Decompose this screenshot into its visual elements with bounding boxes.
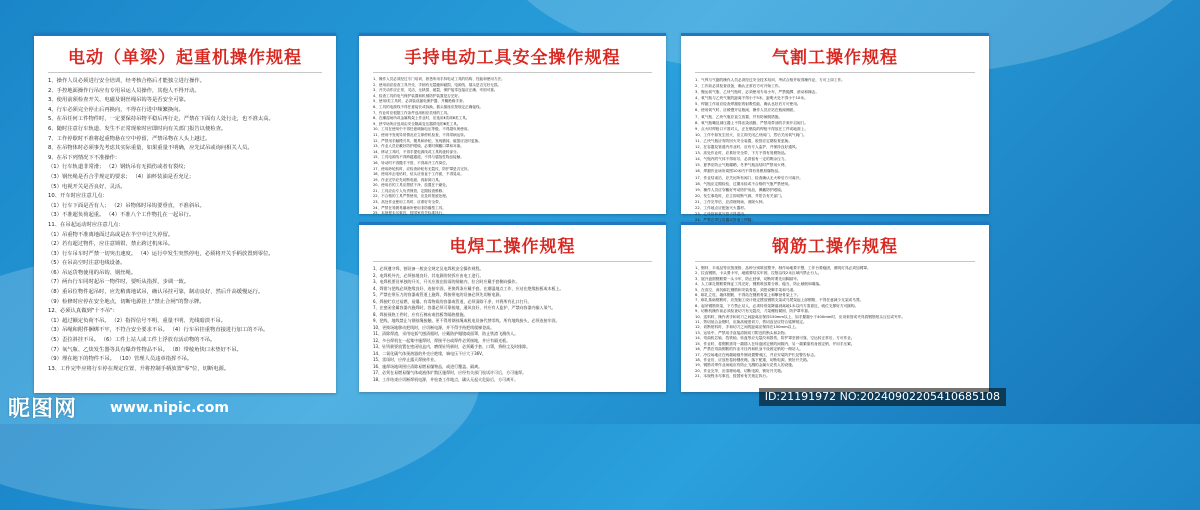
rule-item: （5）歪拉斜挂不吊。 （6）工件上站人或工件上浮放有活动物的不吊。 xyxy=(48,337,216,344)
rule-item: （9）埋在地下的物件不吊。 （10）管理人员违章指挥不吊。 xyxy=(48,356,193,363)
rule-item: 19、钢筋对焊作业场地应有防止飞溅的金属火花伤人的设施。 xyxy=(695,363,796,368)
rule-item: 8、在吊物体时必须事先考虑其实际重量，如果重量不明确，应先试吊或询问相关人员。 xyxy=(48,145,253,152)
rule-item: 6、焊接贮存过易燃、易爆、有毒物质的容器或管道，必须清除干净，并将所有孔口打开。 xyxy=(373,298,532,304)
rule-item: （7）氧气瓶、乙炔发生器等具有爆炸性物品不吊。 （8）带棱角快口未垫好不吊。 xyxy=(48,346,242,353)
rule-item: 13、钍钨极要放置在密闭铅盒内，磨削钍钨极时，必须戴手套、口罩，将粉尘及时排除。 xyxy=(373,344,531,349)
rule-item: 2、电焊机外壳，必须接地良好，其电源的装拆应由电工进行。 xyxy=(373,272,484,278)
board-welding xyxy=(359,222,666,392)
rule-item: 4、人工绑扎钢筋要保证工具完好，钢筋堆放要分散、稳当，防止倾倒和塌落。 xyxy=(695,282,823,287)
rule-item: 2、手控地面操作行吊应有专用吊运人员操作，其他人不得开动。 xyxy=(48,87,200,94)
rule-item: 13、运转中，严禁用手直接清除切刀附近的断头和杂物。 xyxy=(695,330,789,335)
rule-item: 1、操作人员必须经过专门培训，熟悉所用手持电动工具的结构、性能和使用方法。 xyxy=(373,77,505,81)
rule-item: 7、工作停歇时不准将起重物悬在空中停留，严禁吊物在人头上越过。 xyxy=(48,135,211,142)
rule-item: 7、在密闭金属容器内施焊时，容器必须可靠接地，通风良好，并应有人监护，严禁向容器内输入氧气。 xyxy=(373,305,556,310)
rule-item: 1、操作人员必须进行安全培训，经考核合格后才能独立进行操作。 xyxy=(48,78,205,84)
board-gas-cutting xyxy=(681,33,989,223)
rule-item: 5、使用Ⅰ类工具时，必须装设漏电保护器，并戴绝缘手套。 xyxy=(373,99,467,104)
rule-list xyxy=(695,77,975,235)
rule-item: 23、高处作业使用工具时，应系好安全带。 xyxy=(373,200,443,205)
rule-item: 6、使用氧气时，应缓慢开启瓶阀，操作人员应站在瓶阀侧面。 xyxy=(695,108,797,113)
rule-item: 7、作业时应根据工作条件选用相应类别的工具。 xyxy=(373,110,451,115)
rule-item: 6、工具的电源线不得任意接长或拆换，插头插座应按规定正确接线。 xyxy=(373,104,484,109)
rule-item: 12、切断短料时，手和切刀之间的距离应保持在150mm以上。 xyxy=(695,325,799,330)
rule-item: 11、乙炔气瓶应有防回火安全装置，胶管应定期检查更换。 xyxy=(695,138,792,143)
rule-item: 18、气瓶应定期检验，过期未检或不合格的气瓶严禁使用。 xyxy=(695,181,792,186)
rule-item: 5、在吊任何工件物件时，一定要保持吊物平稳后再行走，严禁在下面有人处行走，也不准太高。 xyxy=(48,116,274,123)
rule-item: （2）若有超过物件，应注意锁钳，禁止跨过机床吊。 xyxy=(48,241,174,248)
rule-item: 2、工作前必须检查设备，确认正常后方可开始工作。 xyxy=(695,84,783,89)
rule-item: （3）行车吊车时严禁一切突击速度。 （4）运行中发生突然停电，必须将开关手柄放置到零位。 xyxy=(48,250,274,257)
rule-item: 14、二氧化碳气体预热器的外壳应绝缘，端电压不应大于36V。 xyxy=(373,350,486,356)
rule-item: 12、多台焊机在一起集中施焊时，焊接平台或焊件必须接地，并应有隔光板。 xyxy=(373,337,511,343)
rule-item: 10、工作中如发生回火，应立即关闭乙炔阀门，然后关闭氧气阀门。 xyxy=(695,132,807,137)
rule-item: 18、使用冲击电钻时，钻头应垂直于工作面，不得晃动。 xyxy=(373,172,464,177)
rule-item: 24、严禁在易燃易爆场所使用非防爆型工具。 xyxy=(373,205,446,210)
rule-item: （3）钢丝绳是否合乎规定的要求； （4）油杯装油是否充足； xyxy=(48,173,195,180)
rule-item: 15、雷雨时，应停止露天焊接作业。 xyxy=(373,357,439,362)
rule-item: 3、展开盘圆钢筋要一头卡牢，防止回弹，切断时要先用脚踩牢。 xyxy=(695,276,801,281)
rule-item: 13、高处作业时，应系好安全带，下方不得有易燃物品。 xyxy=(695,151,789,156)
divider xyxy=(373,261,652,262)
rule-item: 5、焊割工作前应检查焊割炬的射吸性能，确认良好后方可使用。 xyxy=(695,102,801,107)
rule-item: 14、气瓶内的气体不得用尽，必须留有一定的剩余压力。 xyxy=(695,157,789,162)
rule-item: 9、在吊下列情况下不准操作： xyxy=(48,154,121,161)
rule-item: 12、严禁用手触摸刃具、模具和砂轮，发现磨钝、破损应及时更换。 xyxy=(373,138,482,143)
rule-item: 21、工具应由专人负责保管，定期检查维修。 xyxy=(373,188,446,193)
rule-item: 21、本规程未尽事宜，按国家有关规定执行。 xyxy=(695,374,770,379)
rule-item: 10、工具在使用中不得任意调换电压等级，不得超负荷使用。 xyxy=(373,127,472,132)
rule-item: （1）行车轨道非常滑； （2）钢轨吊有无损伤或者有裂纹； xyxy=(48,164,189,171)
rule-item: 4、行车必须完全停止后再换向，不得在行进中频繁换向。 xyxy=(48,106,184,113)
rule-item: （6）吊运货物使用的吊钩、钢丝绳。 xyxy=(48,269,137,276)
rule-item: 22、不合格的工具严禁使用，应及时报废处理。 xyxy=(373,194,450,199)
rule-item: （7）两台行车同时起吊一物件时，要听从指挥，步调一致。 xyxy=(48,279,190,286)
rule-item: 11、剪切低合金钢时，应换高硬度切刀，剪切直径应符合铭牌规定。 xyxy=(695,320,807,325)
rule-item: 5、在高空、深坑绑扎钢筋和安装骨架，须搭设脚手架和马道。 xyxy=(695,287,797,292)
rule-item: 25、本规程未尽事宜，按国家有关标准执行。 xyxy=(373,211,446,216)
rule-item: 22、工作地点应配备灭火器材。 xyxy=(695,205,748,210)
rule-item: 16、转动时不得撒手不管，不得离开工作岗位。 xyxy=(373,160,450,165)
rule-item: （1）超过额定负荷不吊。 （2）指挥信号不明、重量不明、光线暗淡不吊。 xyxy=(48,317,226,324)
rule-item: 10、开车时应注意几点： xyxy=(48,193,108,200)
site-url: www.nipic.com xyxy=(110,400,229,416)
rule-item: 14、弯曲机芯轴、挡铁轴、转盘等应无裂纹和损伤，防护罩坚固可靠，空运转正常后，方可作业。 xyxy=(695,336,855,341)
rule-item: 1、必须遵守焊、割设备一般安全规定及电焊机安全操作规程。 xyxy=(373,266,484,271)
rule-item: 8、焊接预热工件时，应有石棉布或挡板等隔热措施。 xyxy=(373,311,468,317)
rule-item: 13、工作完毕应将行车停在规定位置，升将控制手柄放置"零"位，切断电源。 xyxy=(48,365,230,372)
rule-item: 15、工具电源线不得跨越通道，不得与腐蚀性物品接触。 xyxy=(373,155,464,160)
board-power-tools xyxy=(359,33,666,214)
rule-item: 3、使用前须检查开关、电磁及钢丝绳吊钩等是否安全可靠。 xyxy=(48,97,190,104)
rule-item: 17、冷拉场地应在两端地锚外侧设置警戒区，并应安装防护栏及警告标志。 xyxy=(695,352,818,357)
divider xyxy=(373,72,652,73)
rule-item: 23、乙炔管和氧气管不得混用。 xyxy=(695,212,748,217)
rule-item: 4、焊钳与把线必须绝缘良好、连接牢固，更换焊条应戴手套。在潮湿地点工作，应站在绝缘胶板或木板上。 xyxy=(373,285,564,291)
rule-item: 18、工作结束应切断焊机电源，并检查工作地点，确认无起火危险后，方可离开。 xyxy=(373,376,519,382)
rule-item: 20、使用后的工具应擦拭干净，放置在干燥处。 xyxy=(373,183,450,188)
rule-item: 4、检查工具的电气保护装置和机械防护装置是否完好。 xyxy=(373,93,462,98)
rule-item: 3、开关动作应正常、灵活，无缺损、破裂，保护接零连接应正确、牢固可靠。 xyxy=(373,88,498,93)
rule-item: （5）电视开关是否良好，灵活。 xyxy=(48,183,126,190)
divider xyxy=(695,72,975,73)
rule-item: 3、搬运氧气瓶、乙炔气瓶时，必须使用专用小车，严禁抛掷、滚动和撞击。 xyxy=(695,90,820,95)
rule-item: 21、工作完毕后，应清理现场，消除火种。 xyxy=(695,199,767,204)
board-title: 手持电动工具安全操作规程 xyxy=(404,48,621,68)
rule-item: 18、作业后，应放松卷扬钢丝绳，落下配重，切断电源，锁好开关箱。 xyxy=(695,357,811,362)
rule-item: 1、钢材、半成品等应按规格、品种分别堆放整齐，制作场地要平整，工作台要稳固，照明灯具必须加网罩。 xyxy=(695,266,871,270)
rule-item: 10、更换场地移动把线时，应切断电源，并不得手持把线爬梯登高。 xyxy=(373,324,495,330)
rule-item: 2、拉直钢筋，卡头要卡牢，地锚要结实牢固，拉筋沿线2米区域内禁止行人。 xyxy=(695,271,822,276)
rule-item: 16、焊割作业场所周围10米内不得有易燃易爆物品。 xyxy=(695,169,782,174)
rule-item: 17、作业结束后，应关闭所有阀门，检查确认无火种后方可离开。 xyxy=(695,175,803,180)
board-title: 气割工操作规程 xyxy=(772,48,898,68)
rule-item: （9）检修时应停在安全地点，切断电源挂上"禁止合闸"的警示牌。 xyxy=(48,298,205,305)
board-rebar xyxy=(681,222,989,392)
rule-item: （1）吊重物不准离地面过高或是在半空中过久停留。 xyxy=(48,231,174,238)
rule-item: 9、切断机操作前必须检查切刀有无裂纹，刀架螺栓紧固，防护罩牢靠。 xyxy=(695,309,812,314)
rule-list xyxy=(48,77,322,374)
rule-item: 17、必须在易燃易爆气体或液体扩散区施焊时，应经有关部门检试许可后，方可施焊。 xyxy=(373,370,527,375)
rule-item: 12、在容器及管道内作业时，应有专人监护，并保持良好通风。 xyxy=(695,145,800,150)
board-title: 钢筋工操作规程 xyxy=(772,237,898,257)
rule-item: 8、起吊钢筋骨架，下方禁止站人，必须待骨架降落到离地1米以内方准靠近，就位支撑好方可摘钩。 xyxy=(695,303,859,308)
rule-item: （1）行车下面是否有人； （2）吊物体时吊钩要垂直，不准斜吊。 xyxy=(48,202,205,209)
rule-item: 3、电焊机要设单独的开关，开关应放在防雨的闸箱内，拉合时应戴手套侧向操作。 xyxy=(373,279,520,284)
rule-item: 19、操作人员应穿戴好劳动防护用品，佩戴防护眼镜。 xyxy=(695,187,785,192)
rule-item: 6、绑扎立柱、墙体钢筋，不得站在钢筋骨架上和攀登骨架上下。 xyxy=(695,293,801,298)
site-logo: 昵图网 xyxy=(8,397,78,422)
rule-item: （3）吊绳和附件捆绑不牢，不符合安全要求不吊。 （4）行车吊挂重物直接进行加工的不吊。 xyxy=(48,327,269,334)
board-title: 电焊工操作规程 xyxy=(449,237,576,257)
rule-item: 12、必须认真做到"十不吊"： xyxy=(48,308,118,315)
rule-item: 20、发生事故时，应立即切断气源，并报告有关部门。 xyxy=(695,193,785,198)
rule-item: 14、移动工具时，不得手提电源线或工具的旋转部分。 xyxy=(373,149,461,154)
rule-item: 19、作业完毕应先切断电源，再拆卸刀具。 xyxy=(373,177,443,182)
rule-item: 8、氧气瓶嘴及减压器上不得沾染油脂，严禁用带油的手套开启阀门。 xyxy=(695,120,808,125)
rule-item: 2、使用前应检查工具外壳、手柄有无裂缝和破损，电源线、插头是否完好无损。 xyxy=(373,82,502,87)
divider xyxy=(48,72,322,73)
rule-item: 13、作业人员应戴好防护眼镜，必要时佩戴口罩和耳塞。 xyxy=(373,144,464,149)
rule-item: （5）在吊高空时注意电线设备。 xyxy=(48,260,126,267)
rule-item: 6、随时注意行车轨道、发生不正常现象时应即时向有关部门报告以便检查。 xyxy=(48,125,227,132)
rule-item: 20、作业完毕，应清理场地，切断电源，锁好开关箱。 xyxy=(695,368,785,373)
rule-item: 16、施焊场地周围应清除易燃易爆物品，或进行覆盖、隔离。 xyxy=(373,363,483,369)
rule-item: 4、氧气瓶与乙炔气瓶的距离不得小于5米，距明火处不得小于10米。 xyxy=(695,96,808,101)
rule-item: 15、夏季应防止气瓶曝晒，冬季气瓶冻结时严禁用火烤。 xyxy=(695,163,789,168)
rule-list xyxy=(373,77,652,217)
rule-item: （8）重吊位物件起吊时，应先稍离地试吊，确认吊挂可靠，制动良好，然后升高缓慢运行。 xyxy=(48,289,264,296)
rule-item: 9、点火时焊枪口不准对人，正在燃烧的焊枪不得放在工件或地面上。 xyxy=(695,126,808,131)
rule-list xyxy=(373,266,652,383)
rule-item: 11、使用中发现异常情况应立即停机检查，不得带病运转。 xyxy=(373,132,468,137)
board-crane xyxy=(34,33,336,393)
rule-item: 11、在吊起运动时应注意几点： xyxy=(48,221,124,228)
rule-item: 17、使用砂轮机时，应检查砂轮有无裂纹，防护罩是否完好。 xyxy=(373,166,472,171)
rule-list xyxy=(695,266,975,380)
rule-item: 7、氧气瓶、乙炔气瓶应直立放置，并有防倾倒措施。 xyxy=(695,114,783,119)
rule-item: 8、在潮湿场所或金属构架上作业时，应选用Ⅱ类或Ⅲ类工具。 xyxy=(373,116,470,121)
divider xyxy=(695,261,975,262)
rule-item: 16、严禁在弯曲钢筋的作业半径内和机身不设固定销的一侧站人。 xyxy=(695,347,803,352)
rule-item: 24、严禁在带压容器或管道上焊割。 xyxy=(695,218,756,223)
rule-item: 7、绑扎基础钢筋时，应按施工设计规定摆放钢筋支架或马凳架起上部钢筋，不得任意减少支架或马凳。 xyxy=(695,298,864,303)
rule-item: 9、把线、地线禁止与钢丝绳接触，更不得用钢丝绳或机电设备代替零线，所有地线接头，必须连接牢固。 xyxy=(373,318,560,323)
board-title: 电动（单梁）起重机操作规程 xyxy=(68,48,302,68)
rule-item: 9、狭窄场所应选用由安全隔离变压器供电的Ⅲ类工具。 xyxy=(373,121,461,126)
rule-item: 10、送料时，操作者手和切刀之间距离应保持150mm以上，如手握端小于400mm时，应用套管或夹具将钢筋短头压住或夹牢。 xyxy=(695,314,906,319)
rule-item: 5、严禁在带压力的容器或管道上施焊，焊接带电的设备必须先切断电源。 xyxy=(373,292,504,297)
image-id-stamp: ID:21191972 NO:20240902205410685108 xyxy=(759,388,1006,406)
rule-item: 1、气焊与气割的操作人员必须经过安全技术培训，考试合格并取得操作证，方可上岗工作。 xyxy=(695,78,845,82)
rule-item: （3）不准超负荷起重。 （4）不准八个工作物扎在一起吊行。 xyxy=(48,212,195,219)
rule-item: 15、作业时，将钢筋需弯一端插入在转盘固定销的间隙内，另一端紧靠机身固定销，并用手压紧。 xyxy=(695,341,855,346)
rule-item: 11、清除焊渣，采用电弧气刨清根时，应戴防护眼镜或面罩，防止铁渣飞溅伤人。 xyxy=(373,331,519,336)
